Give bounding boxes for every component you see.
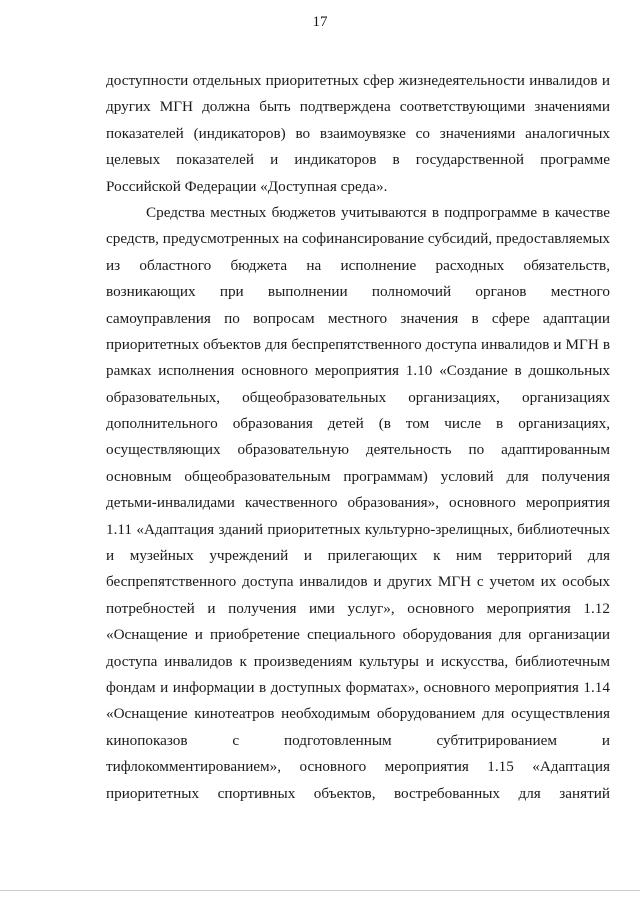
text-line: доступности отдельных приоритетных сфер жизнедеятельности инвалидов и — [106, 72, 610, 89]
text-line: фондам и информации в доступных форматах», основного мероприятия 1.14 — [106, 678, 610, 696]
paragraph-first-line: Средства местных бюджетов учитываются в подпрограмме в качестве — [146, 203, 610, 221]
text-line: возникающих при выполнении полномочий органов местного — [106, 283, 610, 301]
text-line: целевых показателей и индикаторов в государственной программе — [106, 151, 610, 169]
text-line: других МГН должна быть подтверждена соответствующими значениями — [106, 98, 610, 116]
text-line: «Оснащение кинотеатров необходимым оборудованием для осуществления — [106, 705, 610, 723]
text-line: приоритетных спортивных объектов, востребованных для занятий — [106, 784, 610, 802]
body-text — [106, 68, 610, 807]
page-number: 17 — [312, 14, 328, 30]
text-line: Российской Федерации «Доступная среда». — [106, 177, 388, 195]
text-line: средств, предусмотренных на софинансирование субсидий, предоставляемых — [106, 230, 610, 248]
text-line: приоритетных объектов для беспрепятственного доступа инвалидов и МГН в — [106, 335, 610, 353]
text-line: «Оснащение и приобретение специального оборудования для организации — [106, 626, 610, 644]
text-line: образовательных, общеобразовательных организациях, организациях — [106, 388, 610, 406]
text-line: основным общеобразовательным программам) условий для получения — [106, 467, 610, 485]
text-line: самоуправления по вопросам местного значения в сфере адаптации — [106, 309, 610, 327]
text-line: рамках исполнения основного мероприятия 1.10 «Создание в дошкольных — [106, 362, 610, 380]
text-line: показателей (индикаторов) во взаимоувязке со значениями аналогичных — [106, 124, 610, 142]
text-line: и музейных учреждений и прилегающих к ним территорий для — [106, 547, 610, 565]
text-line: доступа инвалидов к произведениям культуры и искусства, библиотечным — [106, 652, 610, 670]
text-line: потребностей и получения ими услуг», основного мероприятия 1.12 — [106, 599, 610, 617]
page-bottom-edge — [0, 890, 640, 891]
text-line: 1.11 «Адаптация зданий приоритетных культурно-зрелищных, библиотечных — [106, 520, 610, 538]
text-line: тифлокомментированием», основного мероприятия 1.15 «Адаптация — [106, 758, 610, 776]
text-line: осуществляющих образовательную деятельность по адаптированным — [106, 441, 610, 459]
text-line: из областного бюджета на исполнение расходных обязательств, — [106, 256, 610, 274]
text-line: дополнительного образования детей (в том числе в организациях, — [106, 415, 610, 433]
text-line: беспрепятственного доступа инвалидов и других МГН с учетом их особых — [106, 573, 610, 591]
text-line: кинопоказов с подготовленным субтитрированием и — [106, 731, 610, 749]
text-line: детьми-инвалидами качественного образования», основного мероприятия — [106, 494, 610, 512]
